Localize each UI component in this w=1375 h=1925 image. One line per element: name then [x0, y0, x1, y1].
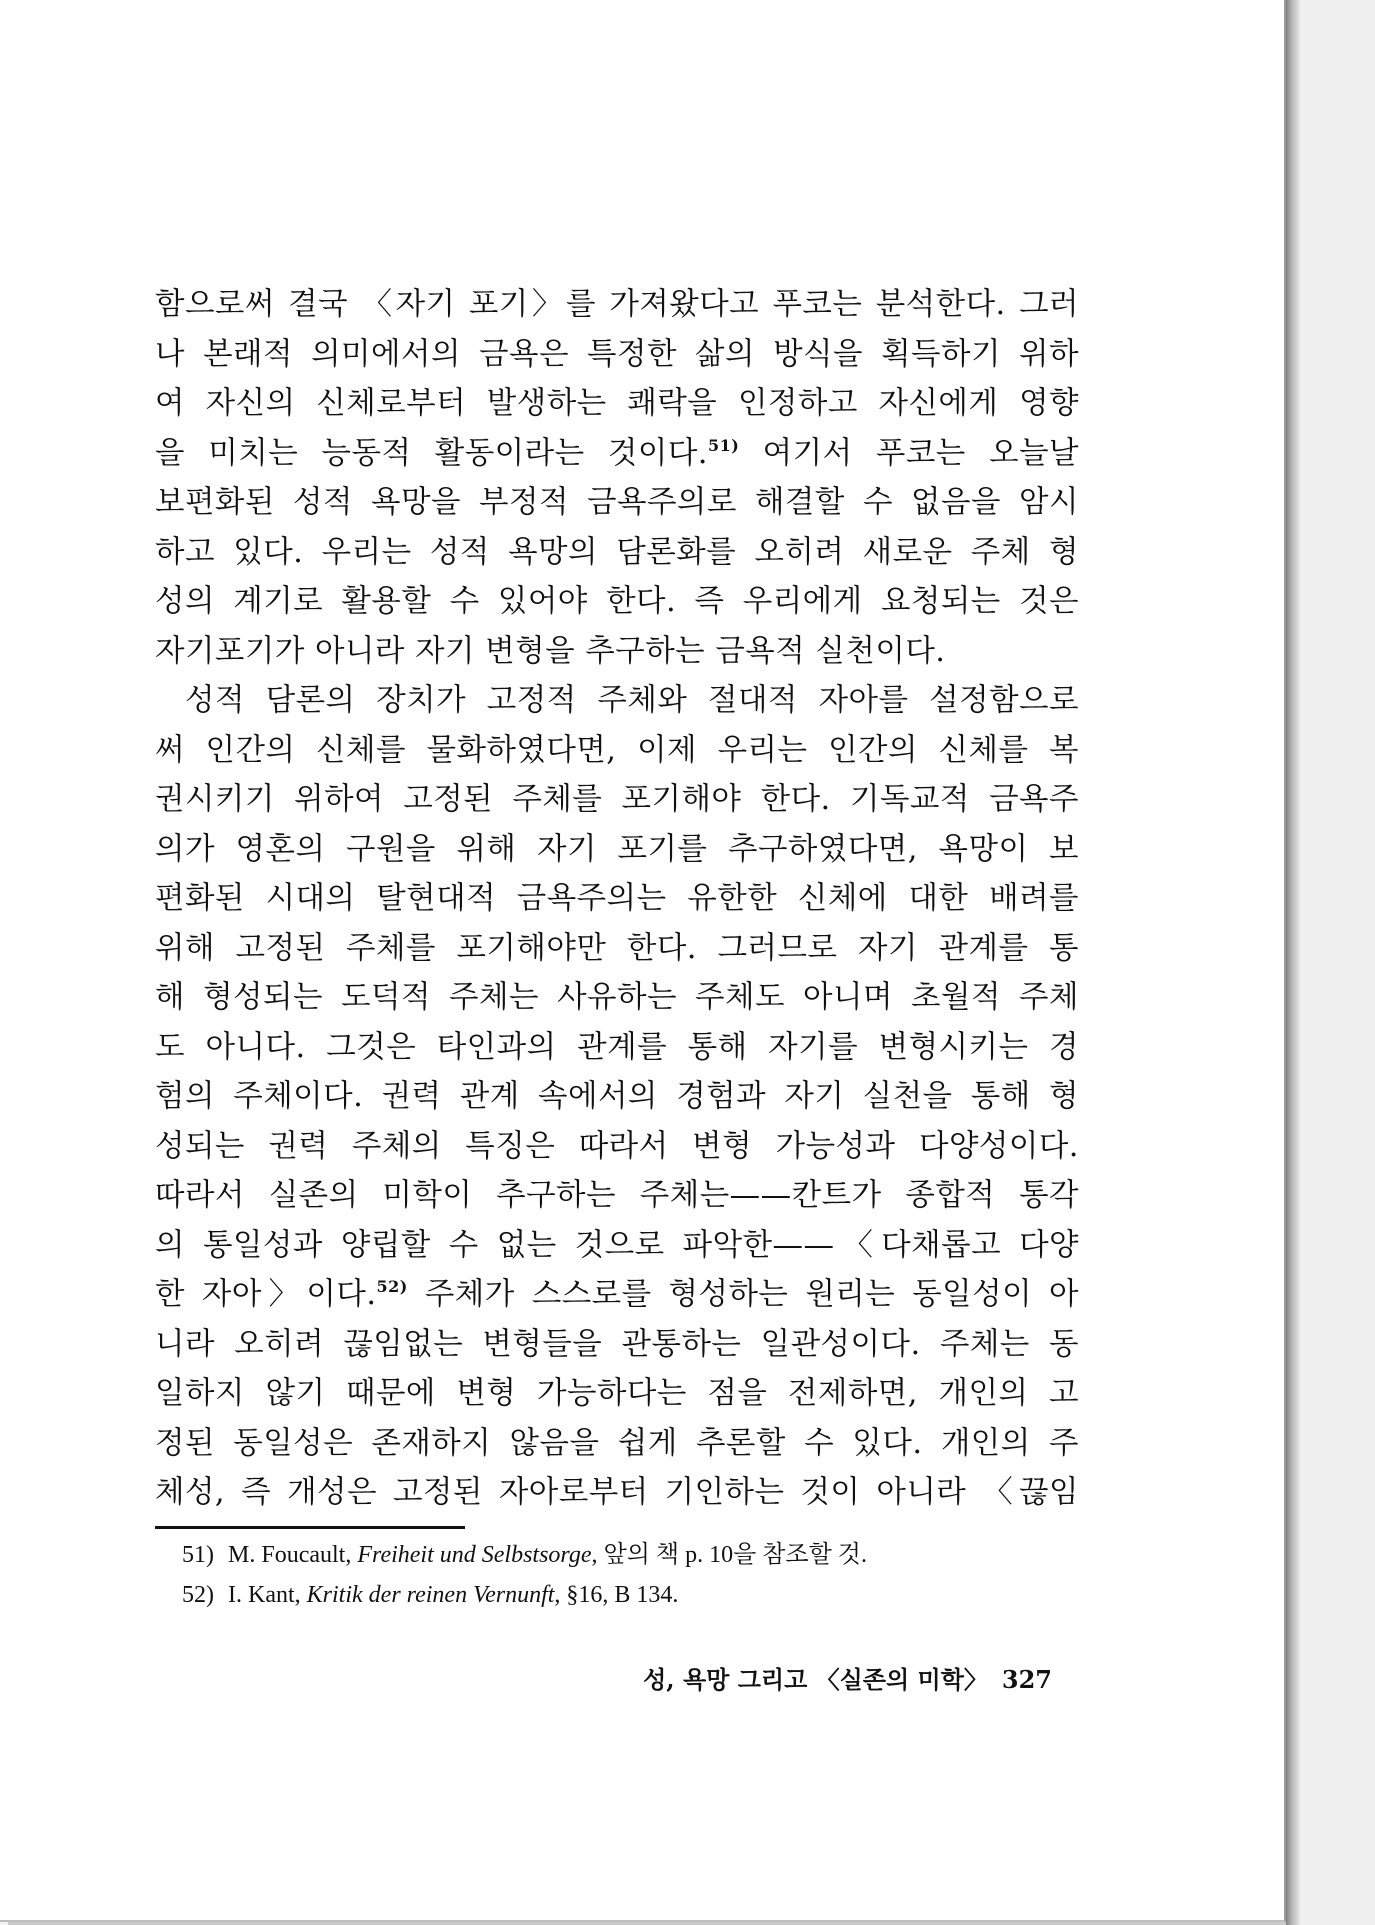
- footnotes: [182, 1535, 1082, 1615]
- footnote-52: [182, 1575, 1082, 1615]
- text-segment: 을 미치는 능동적 활동이라는 것이다.: [155, 435, 708, 471]
- text-line: 니라 오히려 끊임없는 변형들을 관통하는 일관성이다. 주체는 동: [155, 1326, 1079, 1362]
- footnote-title: Freiheit und Selbstsorge: [357, 1542, 592, 1568]
- text-line: 보편화된 성적 욕망을 부정적 금욕주의로 해결할 수 없음을 암시: [155, 485, 1079, 520]
- text-line: 나 본래적 의미에서의 금욕은 특정한 삶의 방식을 획득하기 위하: [155, 336, 1079, 372]
- text-line: 의가 영혼의 구원을 위해 자기 포기를 추구하였다면, 욕망이 보: [155, 831, 1079, 867]
- paragraph-start-line: 성적 담론의 장치가 고정적 주체와 절대적 자아를 설정함으로: [185, 683, 1079, 718]
- footnote-author: I. Kant,: [228, 1582, 301, 1608]
- text-line: 체성, 즉 개성은 고정된 자아로부터 기인하는 것이 아니라 〈끊임: [155, 1475, 1079, 1510]
- text-line: 여 자신의 신체로부터 발생하는 쾌락을 인정하고 자신에게 영향: [155, 386, 1079, 421]
- text-line: 험의 주체이다. 권력 관계 속에서의 경험과 자기 실천을 통해 형: [155, 1079, 1079, 1114]
- page-outer-margin: [1300, 0, 1375, 1925]
- text-line: 자기포기가 아니라 자기 변형을 추구하는 금욕적 실천이다.: [155, 633, 946, 669]
- text-line: 편화된 시대의 탈현대적 금욕주의는 유한한 신체에 대한 배려를: [155, 881, 1079, 916]
- footnote-rest: , 앞의 책 p. 10을 참조할 것.: [591, 1542, 867, 1568]
- page-number: 327: [1001, 1665, 1052, 1694]
- text-line: 일하지 않기 때문에 변형 가능하다는 점을 전제하면, 개인의 고: [155, 1376, 1079, 1411]
- footnote-divider: [155, 1526, 465, 1529]
- main-text-block: [155, 280, 1079, 1518]
- footnote-author: M. Foucault,: [228, 1542, 352, 1568]
- footnote-rest: , §16, B 134.: [554, 1582, 679, 1608]
- text-line: 하고 있다. 우리는 성적 욕망의 담론화를 오히려 새로운 주체 형: [155, 534, 1079, 570]
- text-line: [155, 1270, 1079, 1320]
- text-segment: 한 자아〉이다.: [155, 1277, 377, 1312]
- text-line: 위해 고정된 주체를 포기해야만 한다. 그러므로 자기 관계를 통: [155, 930, 1079, 966]
- text-line: 해 형성되는 도덕적 주체는 사유하는 주체도 아니며 초월적 주체: [155, 980, 1079, 1015]
- text-line: 따라서 실존의 미학이 추구하는 주체는——칸트가 종합적 통각: [155, 1178, 1079, 1213]
- footnote-title: Kritik der reinen Vernunft: [306, 1582, 555, 1608]
- text-segment: 주체가 스스로를 형성하는 원리는 동일성이 아: [407, 1277, 1079, 1312]
- footnote-ref-51: 51): [707, 435, 740, 455]
- running-footer: [560, 1660, 1052, 1695]
- text-line: 권시키기 위하여 고정된 주체를 포기해야 한다. 기독교적 금욕주: [155, 782, 1079, 817]
- text-line: 써 인간의 신체를 물화하였다면, 이제 우리는 인간의 신체를 복: [155, 732, 1079, 768]
- text-segment: 여기서 푸코는 오늘날: [739, 435, 1079, 471]
- footnote-number: 51): [182, 1542, 214, 1568]
- text-line: [155, 429, 1079, 479]
- page-binding-edge: [1286, 0, 1300, 1925]
- text-line: 성의 계기로 활용할 수 있어야 한다. 즉 우리에게 요청되는 것은: [155, 584, 1079, 619]
- footnote-number: 52): [182, 1582, 214, 1608]
- text-line: 함으로써 결국 〈자기 포기〉를 가져왔다고 푸코는 분석한다. 그러: [155, 287, 1079, 322]
- text-line: 도 아니다. 그것은 타인과의 관계를 통해 자기를 변형시키는 경: [155, 1029, 1079, 1065]
- text-line: 성되는 권력 주체의 특징은 따라서 변형 가능성과 다양성이다.: [155, 1128, 1079, 1164]
- running-footer-title: 성, 욕망 그리고 〈실존의 미학〉: [643, 1665, 988, 1694]
- text-line: 의 통일성과 양립할 수 없는 것으로 파악한——〈다채롭고 다양: [155, 1227, 1079, 1263]
- text-line: 정된 동일성은 존재하지 않음을 쉽게 추론할 수 있다. 개인의 주: [155, 1425, 1079, 1461]
- footnote-ref-52: 52): [376, 1277, 408, 1296]
- footnote-51: [182, 1535, 1082, 1575]
